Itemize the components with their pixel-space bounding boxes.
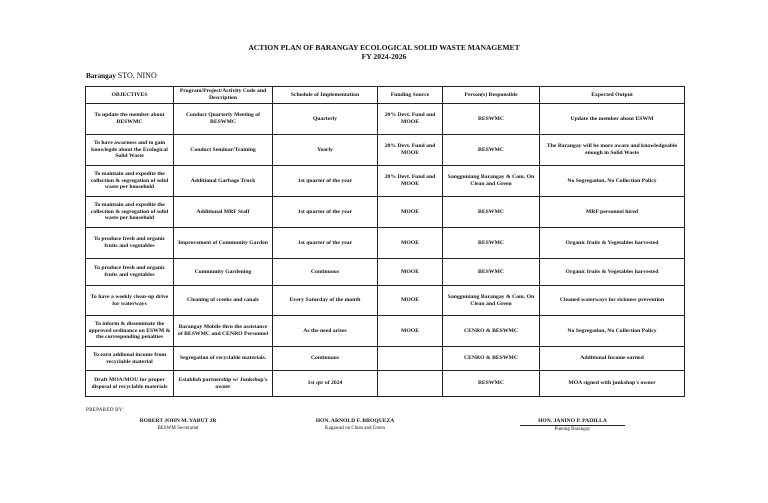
cell-output: Additional Income earned	[540, 347, 685, 371]
header-responsible: Person(s) Responsible	[443, 87, 540, 104]
cell-schedule: As the need arises	[273, 316, 378, 347]
table-row	[86, 104, 685, 135]
cell-funding	[378, 371, 443, 397]
cell-objective: To maintain and expedite the collection & segregation of solid waste per household	[86, 166, 174, 197]
cell-schedule: Every Saturday of the month	[273, 286, 378, 316]
cell-responsible: CENRO & BESWMC	[443, 347, 540, 371]
cell-responsible: BESWMC	[443, 104, 540, 135]
signatory-name: HON. ARNOLD F. BROQUEZA	[315, 418, 395, 424]
table-row	[86, 135, 685, 166]
cell-program: Additional MRF Staff	[174, 197, 273, 228]
table-row	[86, 347, 685, 371]
cell-funding: 20% Devt. Fund and MOOE	[378, 104, 443, 135]
cell-funding: MOOE	[378, 259, 443, 286]
cell-schedule: Yearly	[273, 135, 378, 166]
document-title	[0, 43, 768, 61]
cell-responsible: BESWMC	[443, 197, 540, 228]
cell-funding: MOOE	[378, 228, 443, 259]
barangay-name: STO. NINO	[117, 71, 157, 80]
table-row	[86, 371, 685, 397]
table-row	[86, 197, 685, 228]
cell-output: MRF personnel hired	[540, 197, 685, 228]
table-row	[86, 286, 685, 316]
signatory-kagawad	[300, 417, 410, 433]
cell-output: MOA signed with junkshop's owner	[540, 371, 685, 397]
cell-output: No Segregation, No Collection Policy	[540, 316, 685, 347]
cell-schedule: 1st quarter of the year	[273, 197, 378, 228]
cell-objective: To update the member about BESWMC	[86, 104, 174, 135]
cell-program: Conduct Seminar/Training	[174, 135, 273, 166]
cell-output: Cleaned waterways for sickness prevention	[540, 286, 685, 316]
barangay-label: Barangay	[86, 72, 116, 80]
cell-output: Organic fruits & Vegetables harvested	[540, 228, 685, 259]
cell-objective: To produce fresh and organic fruits and vegetables	[86, 228, 174, 259]
header-program: Program/Project/Activity Code and Description	[174, 87, 273, 104]
header-schedule: Schedule of Implementation	[273, 87, 378, 104]
cell-program: Barangay Mobile thru the assistance of BESWMC and CENRO Personnel	[174, 316, 273, 347]
cell-program: Conduct Quarterly Meeting of BESWMC	[174, 104, 273, 135]
cell-funding: MOOE	[378, 286, 443, 316]
barangay-line	[86, 71, 157, 80]
cell-objective: To have awarness and to gain knowlegde about the Ecological Solid Waste	[86, 135, 174, 166]
signatory-secretariat	[128, 417, 228, 433]
table-row	[86, 316, 685, 347]
table-header-row	[86, 87, 685, 104]
cell-responsible: CENRO & BESWMC	[443, 316, 540, 347]
cell-schedule: 1st quarter of the year	[273, 228, 378, 259]
cell-responsible: BESWMC	[443, 371, 540, 397]
cell-responsible: Sangguniang Barangay & Com. On Clean and Green	[443, 286, 540, 316]
cell-responsible: BESWMC	[443, 228, 540, 259]
header-funding: Funding Source	[378, 87, 443, 104]
cell-schedule: Continuous	[273, 347, 378, 371]
cell-output: No Segregation, No Collection Policy	[540, 166, 685, 197]
cell-program: Establish partnership w/ Junkshop's owner	[174, 371, 273, 397]
cell-program: Cleaning of creeks and canals	[174, 286, 273, 316]
cell-schedule: 1st quarter of the year	[273, 166, 378, 197]
cell-objective: To inform & disseminate the approved ordinance on ESWM & the corresponding penalties	[86, 316, 174, 347]
cell-responsible: BESWMC	[443, 259, 540, 286]
cell-program: Improvement of Community Garden	[174, 228, 273, 259]
cell-program: Segregation of recyclable materials.	[174, 347, 273, 371]
table-row	[86, 228, 685, 259]
cell-responsible: BESWMC	[443, 135, 540, 166]
cell-objective: To have a weekly clean-up drive for waterways	[86, 286, 174, 316]
cell-program: Additional Garbage Truck	[174, 166, 273, 197]
table-row	[86, 166, 685, 197]
cell-objective: To produce fresh and organic fruits and vegetables	[86, 259, 174, 286]
cell-schedule: Quarterly	[273, 104, 378, 135]
cell-output: Organic fruits & Vegetables harvested	[540, 259, 685, 286]
cell-program: Community Gardening	[174, 259, 273, 286]
cell-output: Update the member about ESWM	[540, 104, 685, 135]
cell-funding: MOOE	[378, 197, 443, 228]
prepared-by-label: PREPARED BY:	[86, 407, 124, 413]
signatory-position: BESWM Secretariat	[157, 426, 199, 431]
cell-objective: Draft MOA/MOU for proper disposal of recyclable materials	[86, 371, 174, 397]
table-row	[86, 259, 685, 286]
cell-objective: To earn addional income from recyclable material	[86, 347, 174, 371]
title-line-2: FY 2024-2026	[361, 52, 407, 61]
signatory-position: Kagawad on Clean and Green	[325, 426, 385, 431]
cell-responsible: Sangguniang Barangay & Com. On Clean and Green	[443, 166, 540, 197]
header-output: Expected Output	[540, 87, 685, 104]
cell-funding: 20% Devt. Fund and MOOE	[378, 166, 443, 197]
cell-schedule: Continuous	[273, 259, 378, 286]
header-objectives: OBJECTIVES	[86, 87, 174, 104]
signatory-punong-barangay	[520, 417, 625, 434]
signatory-name: ROBERT JOHN M. YABUT JR	[139, 418, 217, 424]
cell-output: The Barangay will be more aware and knowledgeable enough in Solid Waste	[540, 135, 685, 166]
cell-funding	[378, 347, 443, 371]
cell-objective: To maintain and expedite the collection & segregation of solid waste per household	[86, 197, 174, 228]
action-plan-table	[85, 86, 685, 397]
title-line-1: ACTION PLAN OF BARANGAY ECOLOGICAL SOLID WASTE MANAGEMET	[248, 43, 520, 52]
signatory-position: Punong Barangay	[554, 427, 591, 432]
signatory-name: HON. JANINO P. PADILLA	[520, 417, 625, 426]
cell-schedule: 1st qtr of 2024	[273, 371, 378, 397]
cell-funding: MOOE	[378, 316, 443, 347]
cell-funding: 20% Devt. Fund and MOOE	[378, 135, 443, 166]
